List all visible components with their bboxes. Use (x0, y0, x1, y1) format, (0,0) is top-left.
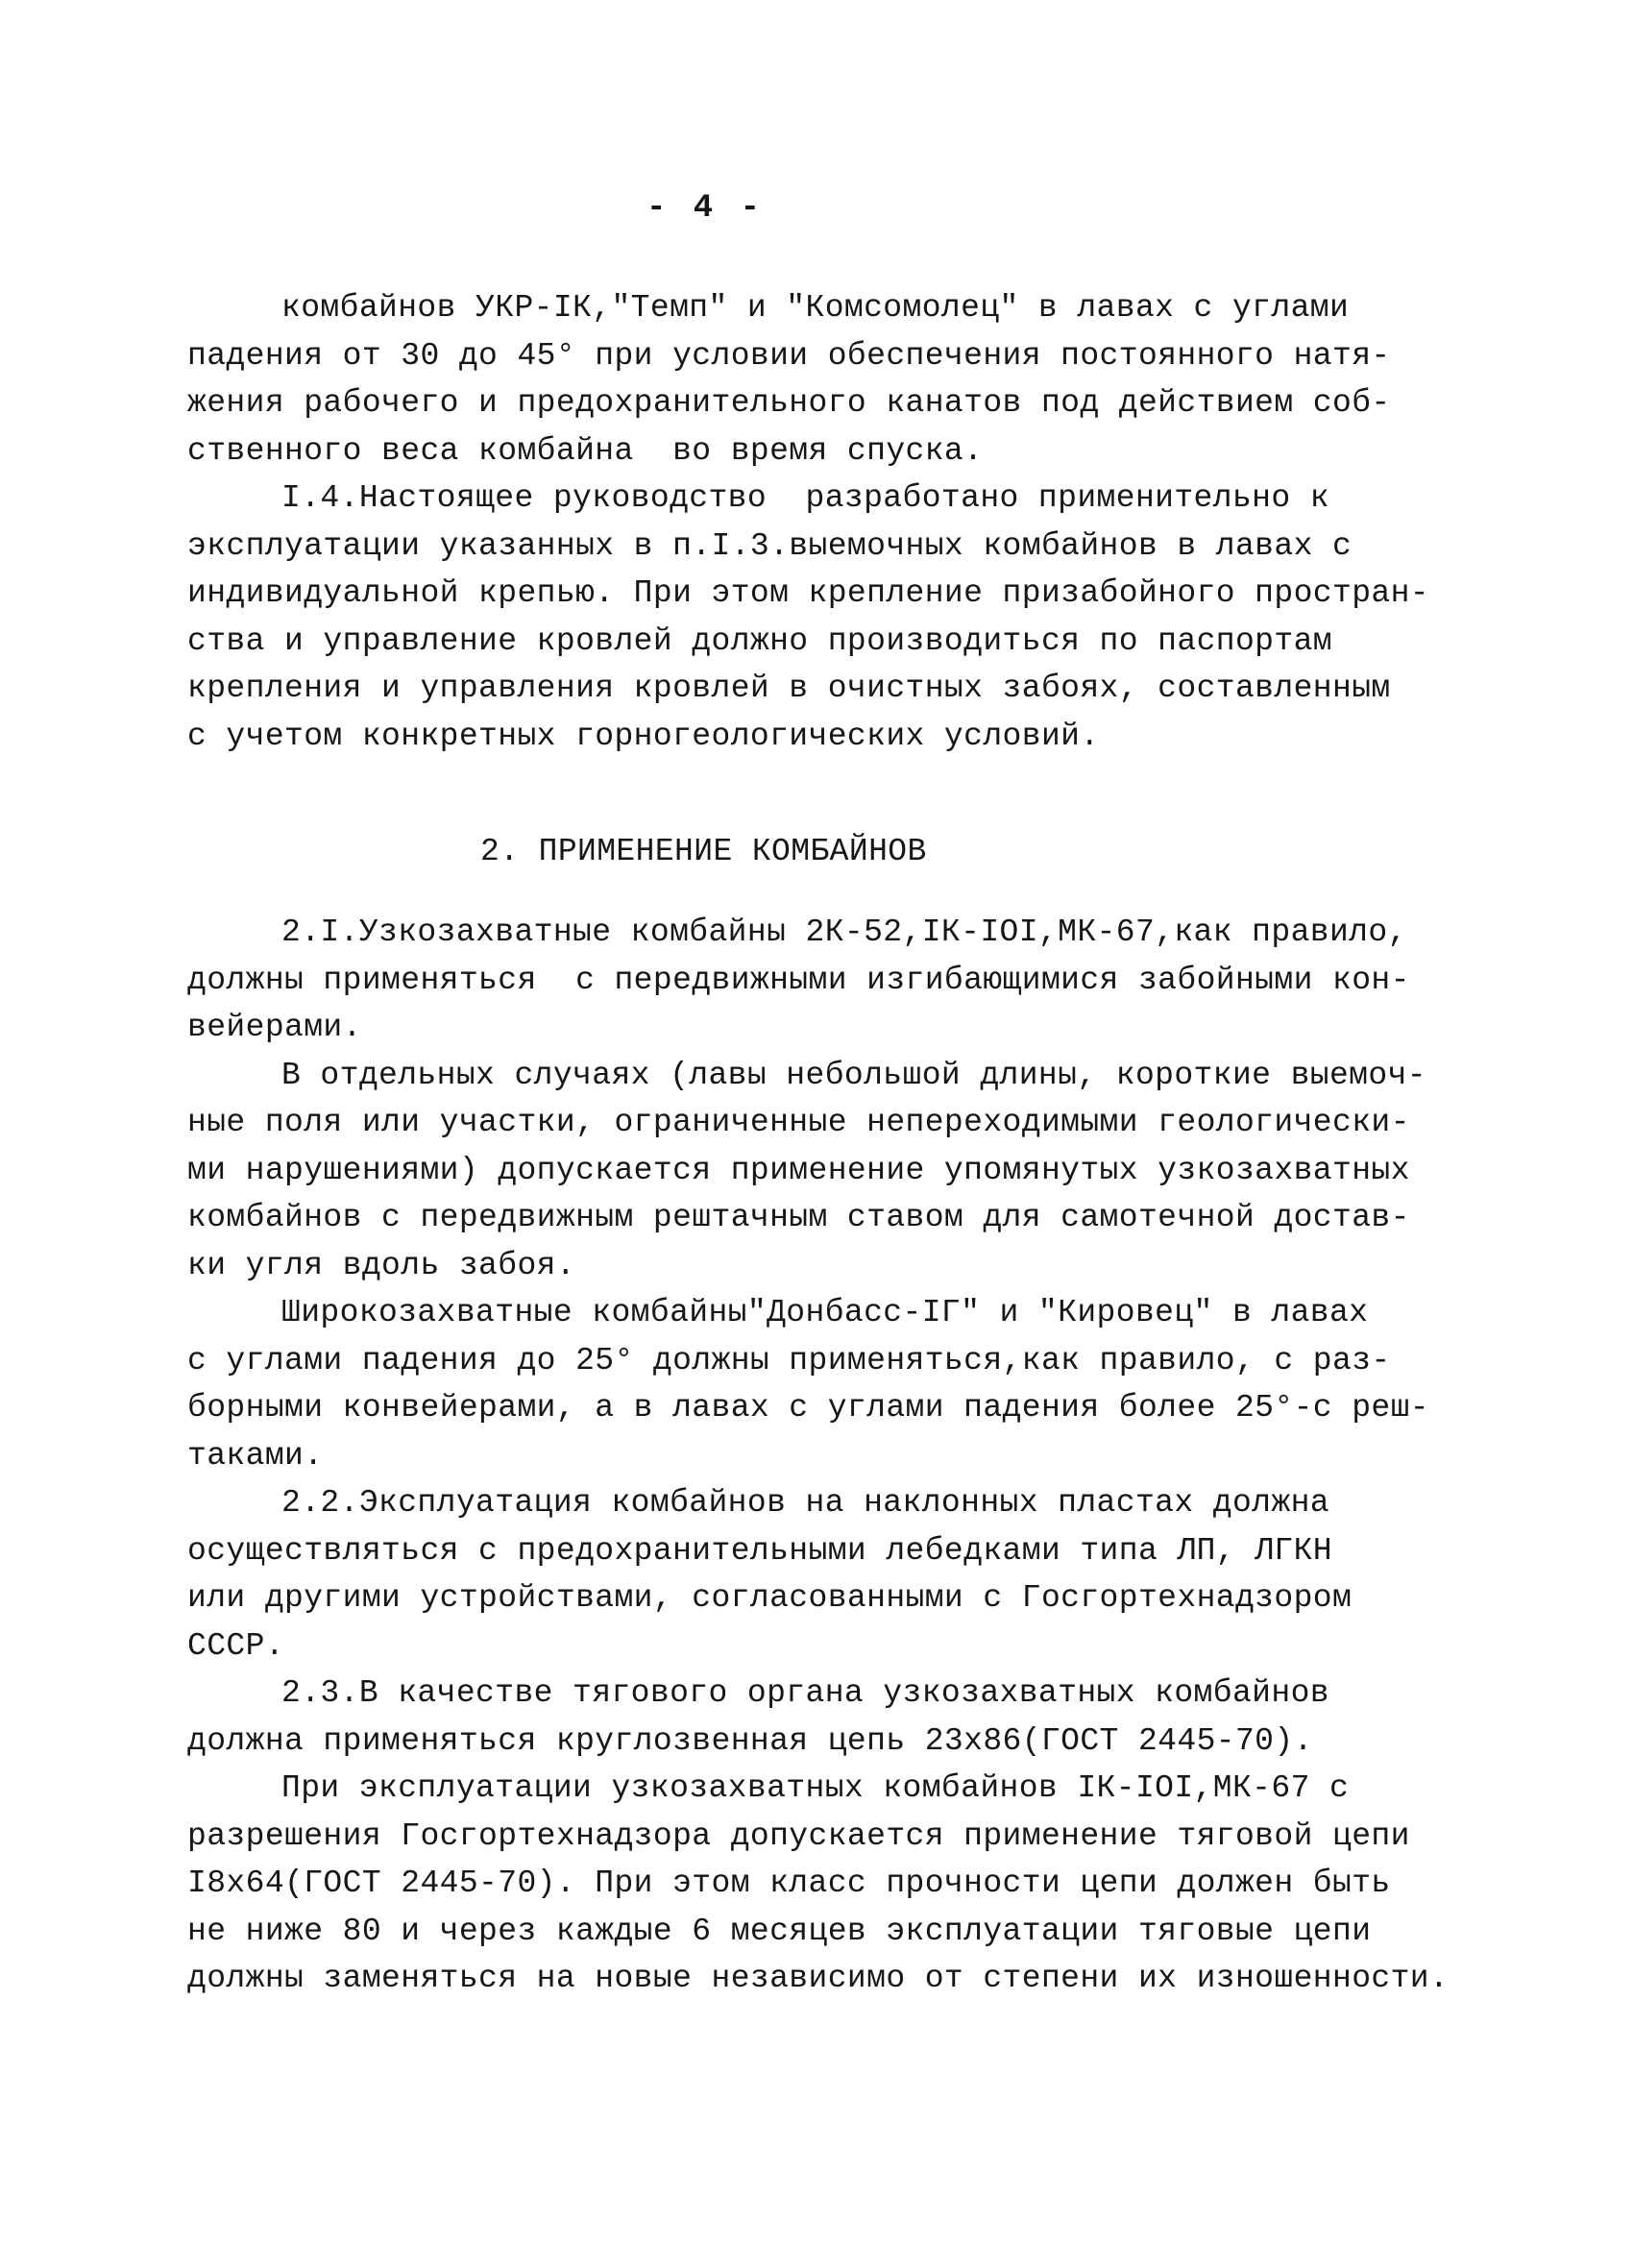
text-line: ки угля вдоль забоя. (187, 1247, 576, 1283)
text-line: СССР. (187, 1627, 285, 1664)
text-line: или другими устройствами, согласованными с Госгортехнадзором (187, 1580, 1353, 1616)
text-line: крепления и управления кровлей в очистных забоях, составленным (187, 671, 1391, 706)
text-line: осуществляться с предохранительными лебедками типа ЛП, ЛГКН (187, 1532, 1332, 1569)
text-line: I.4.Настоящее руководство разработано применительно к (281, 480, 1329, 516)
text-line: 2.2.Эксплуатация комбайнов на наклонных пластах должна (281, 1485, 1329, 1521)
text-line: разрешения Госгортехнадзора допускается применение тяговой цепи (187, 1817, 1410, 1854)
section-2-text (187, 909, 1475, 2003)
text-line: должны применяться с передвижными изгибающимися забойными кон- (187, 962, 1410, 998)
text-line: комбайнов с передвижным рештачным ставом для самотечной достав- (187, 1200, 1410, 1235)
page-number: - 4 - (646, 190, 765, 227)
text-line: Широкозахватные комбайны"Донбасс-IГ" и "Кировец" в лавах (281, 1295, 1369, 1330)
section-1-text (187, 284, 1475, 760)
text-line: эксплуатации указанных в п.I.3.выемочных комбайнов в лавах с (187, 527, 1353, 564)
text-line: жения рабочего и предохранительного канатов под действием соб- (187, 385, 1391, 421)
text-line: вейерами. (187, 1010, 362, 1045)
text-line: I8х64(ГОСТ 2445-70). При этом класс прочности цепи должен быть (187, 1866, 1391, 1901)
text-line: 2.3.В качестве тягового органа узкозахватных комбайнов (281, 1675, 1329, 1711)
text-line: индивидуальной крепью. При этом крепление призабойного простран- (187, 575, 1430, 611)
text-line: При эксплуатации узкозахватных комбайнов IК-IOI,МК-67 с (281, 1770, 1350, 1806)
text-line: ми нарушениями) допускается применение упомянутых узкозахватных (187, 1152, 1410, 1188)
text-line: В отдельных случаях (лавы небольшой длины, короткие выемоч- (281, 1057, 1426, 1093)
text-line: падения от 30 до 45° при условии обеспечения постоянного натя- (187, 337, 1391, 374)
text-line: с учетом конкретных горногеологических условий. (187, 718, 1100, 754)
text-line: с углами падения до 25° должны применяться,как правило, с раз- (187, 1342, 1391, 1378)
text-line: таками. (187, 1437, 324, 1474)
text-line: должна применяться круглозвенная цепь 23х86(ГОСТ 2445-70). (187, 1722, 1313, 1759)
text-line: комбайнов УКР-IК,"Темп" и "Комсомолец" в лавах с углами (281, 290, 1350, 326)
text-line: 2.I.Узкозахватные комбайны 2К-52,IК-IOI,МК-67,как правило, (281, 915, 1407, 950)
text-line: борными конвейерами, а в лавах с углами падения более 25°-с реш- (187, 1390, 1430, 1426)
section-heading: 2. ПРИМЕНЕНИЕ КОМБАЙНОВ (480, 834, 927, 869)
text-line: должны заменяться на новые независимо от степени их изношенности. (187, 1961, 1450, 1996)
text-line: не ниже 80 и через каждые 6 месяцев эксплуатации тяговые цепи (187, 1913, 1372, 1949)
text-line: ные поля или участки, ограниченные непереходимыми геологически- (187, 1105, 1410, 1140)
text-line: ственного веса комбайна во время спуска. (187, 432, 984, 469)
text-line: ства и управление кровлей должно производиться по паспортам (187, 622, 1332, 659)
